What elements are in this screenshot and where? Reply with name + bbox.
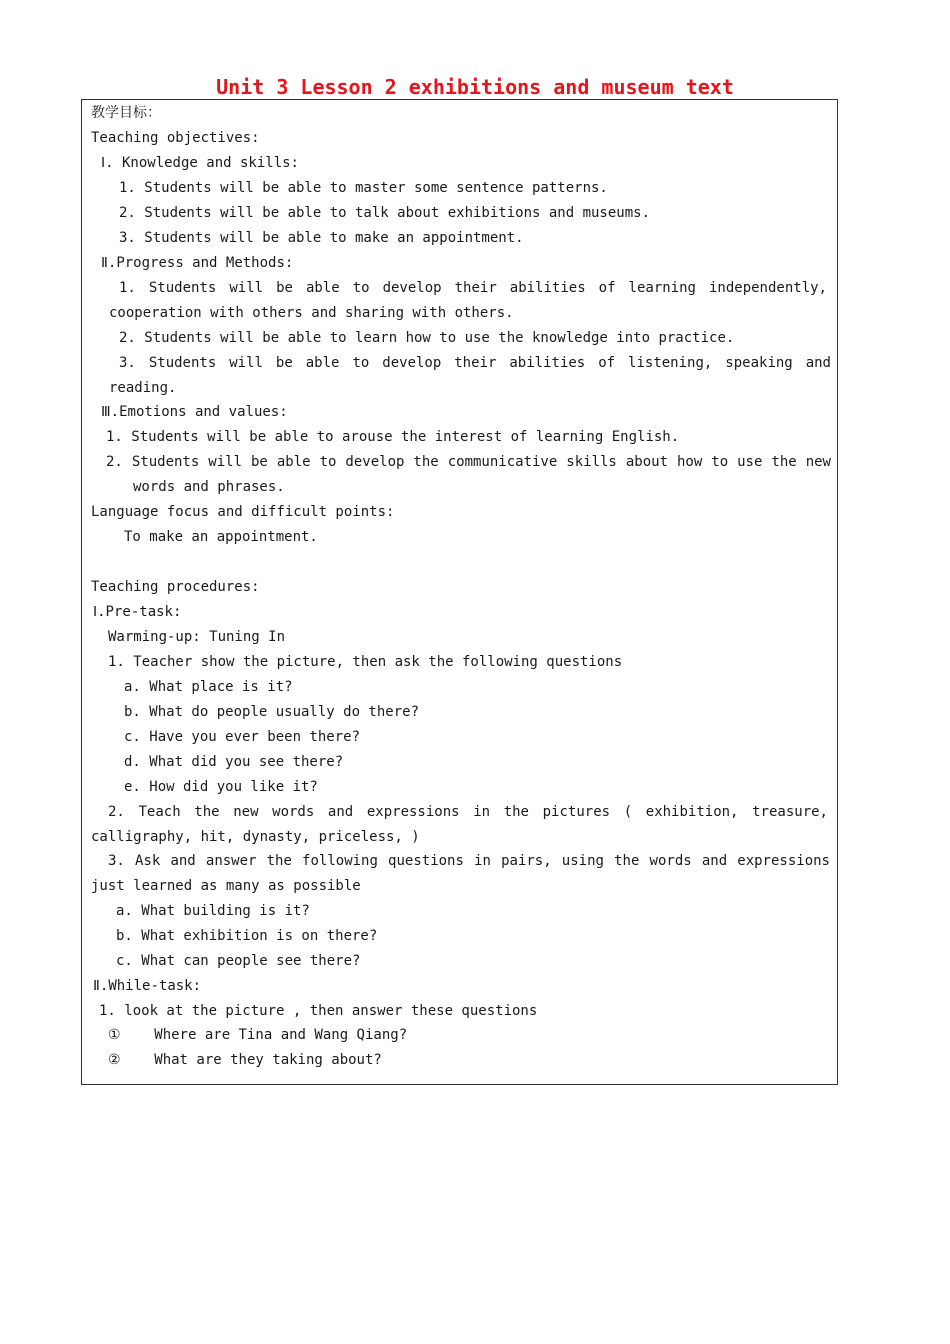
question-item: a. What place is it?: [124, 679, 293, 695]
document-title: Unit 3 Lesson 2 exhibitions and museum text: [216, 75, 734, 99]
section-emotions-values: Ⅲ.Emotions and values:: [101, 404, 288, 420]
question-item: a. What building is it?: [116, 903, 310, 919]
question-item: ② What are they taking about?: [108, 1052, 382, 1068]
objectives-heading-cn: 教学目标：: [91, 105, 161, 121]
language-focus-text: To make an appointment.: [124, 529, 318, 545]
list-item: 3. Students will be able to develop their abilities of listening, speaking and: [119, 355, 831, 371]
section-while-task: Ⅱ.While-task:: [93, 978, 202, 994]
list-item: 3. Ask and answer the following questions in pairs, using the words and expressions: [108, 853, 830, 869]
list-item: 2. Students will be able to develop the communicative skills about how to use the new: [106, 454, 831, 470]
list-item: 3. Students will be able to make an appointment.: [119, 230, 524, 246]
language-focus-heading: Language focus and difficult points:: [91, 504, 395, 520]
list-item: 1. Students will be able to develop their abilities of learning independently,: [119, 280, 827, 296]
list-item-continuation: words and phrases.: [133, 479, 285, 495]
objectives-heading: Teaching objectives:: [91, 130, 260, 146]
warming-up-line: Warming-up: Tuning In: [108, 629, 286, 645]
list-item: 2. Teach the new words and expressions in the pictures ( exhibition, treasure,: [108, 804, 828, 820]
question-item: e. How did you like it?: [124, 779, 318, 795]
question-item: c. What can people see there?: [116, 953, 361, 969]
question-item: ① Where are Tina and Wang Qiang?: [108, 1027, 408, 1043]
list-item: 1. Teacher show the picture, then ask the following questions: [108, 654, 623, 670]
list-item: 2. Students will be able to learn how to use the knowledge into practice.: [119, 330, 735, 346]
list-item: 1. Students will be able to arouse the interest of learning English.: [106, 429, 680, 445]
section-knowledge-skills: Ⅰ. Knowledge and skills:: [101, 155, 299, 171]
list-item-continuation: calligraphy, hit, dynasty, priceless, ): [91, 829, 420, 845]
list-item: 2. Students will be able to talk about exhibitions and museums.: [119, 205, 651, 221]
list-item-continuation: just learned as many as possible: [91, 878, 361, 894]
list-item-continuation: reading.: [109, 380, 177, 396]
list-item-continuation: cooperation with others and sharing with others.: [109, 305, 514, 321]
section-pre-task: Ⅰ.Pre-task:: [93, 604, 182, 620]
section-progress-methods: Ⅱ.Progress and Methods:: [101, 255, 294, 271]
question-item: d. What did you see there?: [124, 754, 344, 770]
procedures-heading: Teaching procedures:: [91, 579, 260, 595]
question-item: b. What do people usually do there?: [124, 704, 420, 720]
question-item: c. Have you ever been there?: [124, 729, 361, 745]
list-item: 1. Students will be able to master some sentence patterns.: [119, 180, 608, 196]
list-item: 1. look at the picture , then answer these questions: [99, 1003, 538, 1019]
question-item: b. What exhibition is on there?: [116, 928, 378, 944]
